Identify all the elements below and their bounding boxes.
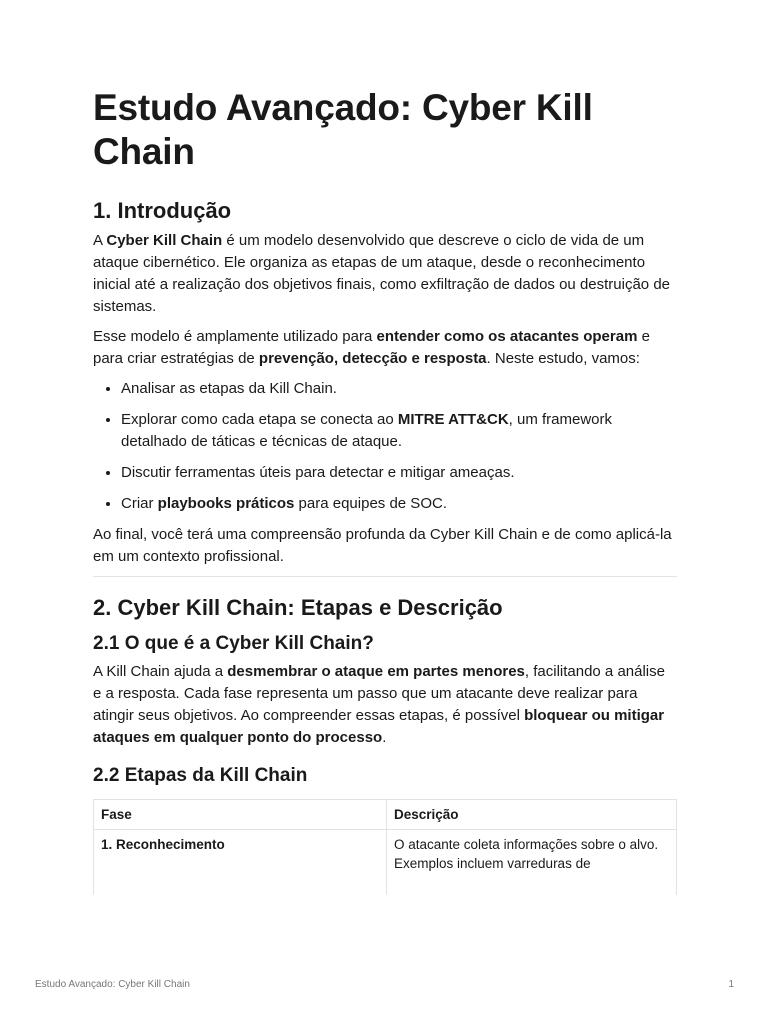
text-span: . bbox=[382, 729, 387, 746]
table-row bbox=[94, 830, 677, 896]
text-span: Esse modelo é amplamente utilizado para bbox=[93, 328, 377, 345]
column-header-description: Descrição bbox=[387, 800, 677, 830]
intro-paragraph-1 bbox=[93, 230, 677, 318]
bullet-item bbox=[121, 409, 677, 453]
text-span: , um framework detalhado de táticas e técnicas de ataque. bbox=[121, 411, 613, 450]
text-span: , facilitando a análise e a resposta. Cada fase representa um passo que um atacante deve realizar para atingir seus objetivos. Ao compreender essas etapas, é possível bbox=[93, 663, 665, 724]
sub1-heading: 2.1 O que é a Cyber Kill Chain? bbox=[93, 633, 374, 654]
text-span: A bbox=[93, 232, 107, 249]
bold-term: MITRE ATT&CK bbox=[397, 411, 509, 428]
text-span: Criar bbox=[121, 495, 158, 512]
kill-chain-table bbox=[93, 799, 677, 895]
sub1-paragraph bbox=[93, 661, 677, 749]
bold-term: Cyber Kill Chain bbox=[106, 232, 223, 249]
footer-title: Estudo Avançado: Cyber Kill Chain bbox=[35, 979, 190, 990]
text-span: e para criar estratégias de bbox=[93, 328, 650, 367]
text-span: A Kill Chain ajuda a bbox=[93, 663, 228, 680]
intro-heading: 1. Introdução bbox=[93, 198, 232, 223]
text-span: Explorar como cada etapa se conecta ao bbox=[121, 411, 398, 428]
bold-term: desmembrar o ataque em partes menores bbox=[227, 663, 525, 680]
bold-term: entender como os atacantes operam bbox=[376, 328, 638, 345]
bold-term: bloquear ou mitigar ataques em qualquer ponto do processo bbox=[93, 707, 665, 746]
intro-paragraph-2 bbox=[93, 326, 677, 370]
page-number: 1 bbox=[728, 979, 734, 990]
table-clip bbox=[93, 799, 677, 895]
intro-bullet-list bbox=[93, 378, 677, 515]
section2-heading: 2. Cyber Kill Chain: Etapas e Descrição bbox=[93, 595, 503, 620]
bold-term: prevenção, detecção e resposta bbox=[258, 350, 487, 367]
intro-closing: Ao final, você terá uma compreensão profunda da Cyber Kill Chain e de como aplicá-la em um contexto profissional. bbox=[93, 526, 672, 565]
bullet-item: • Analisar as etapas da Kill Chain. bbox=[121, 378, 677, 400]
bold-term: playbooks práticos bbox=[157, 495, 295, 512]
description-cell: O atacante coleta informações sobre o alvo. Exemplos incluem varreduras de bbox=[387, 830, 677, 896]
column-header-phase: Fase bbox=[94, 800, 387, 830]
text-span: para equipes de SOC. bbox=[294, 495, 447, 512]
bullet-item bbox=[121, 493, 677, 515]
section-divider bbox=[93, 576, 677, 577]
text-span: é um modelo desenvolvido que descreve o ciclo de vida de um ataque cibernético. Ele organiza as etapas de um ataque, desde o reconhecimento inicial até a realização dos objetivos finais, como exfiltração de dados ou destruição de sistemas. bbox=[93, 232, 671, 315]
bullet-item: • Discutir ferramentas úteis para detectar e mitigar ameaças. bbox=[121, 462, 677, 484]
phase-cell: 1. Reconhecimento bbox=[94, 830, 387, 896]
sub2-heading: 2.2 Etapas da Kill Chain bbox=[93, 765, 308, 786]
page-title: Estudo Avançado: Cyber Kill Chain bbox=[93, 87, 593, 172]
table-header-row bbox=[94, 800, 677, 830]
document-body bbox=[93, 86, 677, 895]
text-span: . Neste estudo, vamos: bbox=[486, 350, 640, 367]
